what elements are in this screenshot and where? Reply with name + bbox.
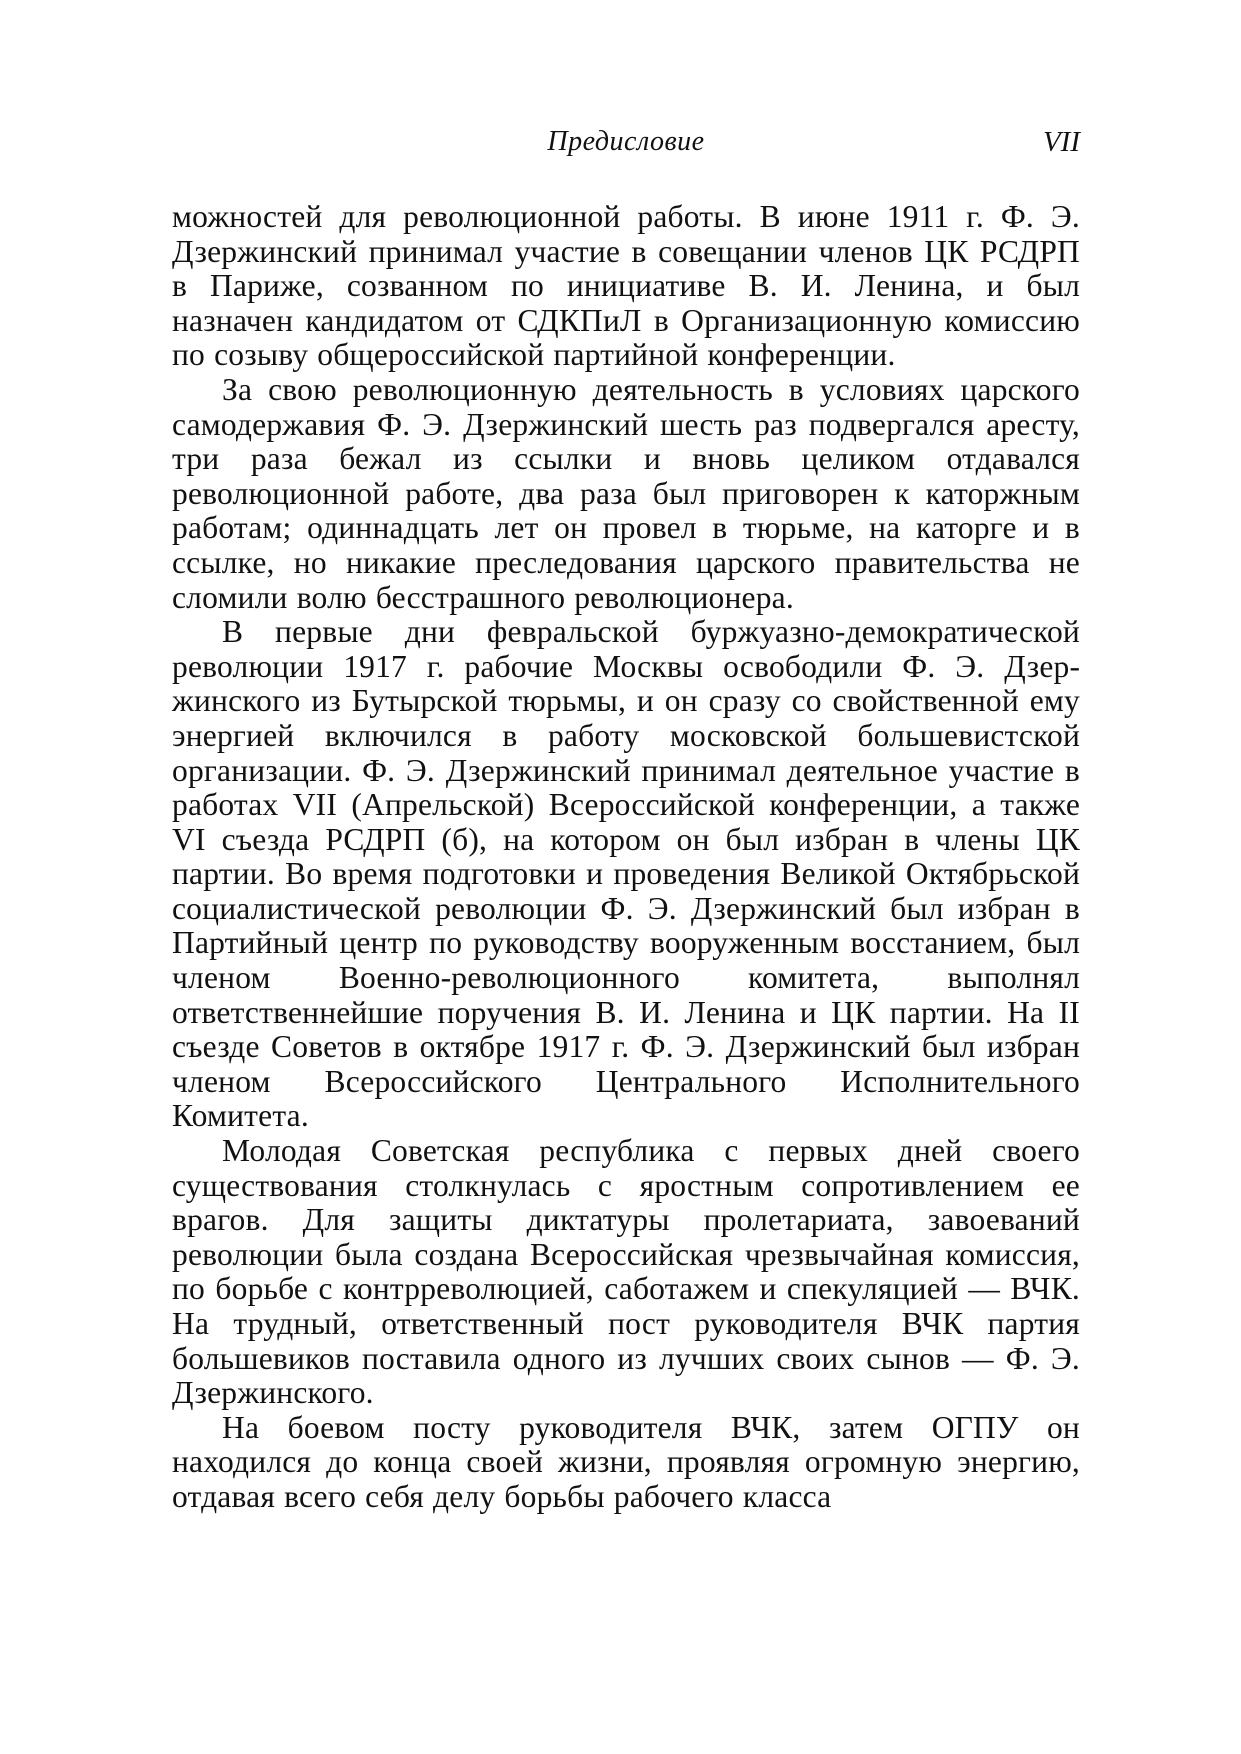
running-title: Предисловие	[547, 126, 705, 157]
body-text	[172, 200, 1080, 1515]
running-header	[172, 126, 1080, 166]
paragraph-february-revolution: В первые дни февральской буржуазно-демократической революции 1917 г. рабочие Москвы освободили Ф. Э. Дзержинского из Бутырской тюрьмы, и он сразу со свойственной ему энергией включился в работу московской большевистской организации. Ф. Э. Дзержинский принимал деятельное участие в работах VII (Апрельской) Всероссийской конференции, а также VI съезда РСДРП (б), на котором он был избран в члены ЦК партии. Во время подготовки и проведения Великой Октябрьской социалистической революции Ф. Э. Дзержинский был избран в Партийный центр по руководству вооруженным восстанием, был членом Военно-революционного комитета, выполнял ответственнейшие поручения В. И. Ленина и ЦК партии. На II съезде Советов в октябре 1917 г. Ф. Э. Дзержинский был избран членом Всероссийского Центрального Исполнительного Комитета.	[172, 614, 1080, 1134]
paragraph-revolutionary-activity: За свою революционную деятельность в условиях царского самодержавия Ф. Э. Дзержинский шесть раз подвергался аресту, три раза бежал из ссылки и вновь целиком отдавался революционной работе, два раза был приговорен к каторжным работам; одиннадцать лет он провел в тюрьме, на каторге и в ссылке, но никакие преследования царского правительства не сломили волю бесстрашного революционера.	[172, 371, 1080, 615]
page-number: VII	[1042, 126, 1080, 158]
paragraph-continuation: можностей для революционной работы. В июне 1911 г. Ф. Э. Дзержинский принимал участие в совещании членов ЦК РСДРП в Париже, созванном по инициативе В. И. Ленина, и был назначен кандидатом от СДКПиЛ в Организационную комиссию по созыву общероссийской партийной конференции.	[172, 199, 1080, 373]
paragraph-vchk-founding: Молодая Советская республика с первых дней своего существования столкнулась с яростным сопротивлением ее врагов. Для защиты диктатуры пролетариата, завоеваний революции была создана Всероссийская чрезвычайная комиссия, по борьбе с контрреволюцией, саботажем и спекуляцией — ВЧК. На трудный, ответственный пост руководителя ВЧК партия большевиков поставила одного из лучших своих сынов — Ф. Э. Дзержинского.	[172, 1133, 1080, 1411]
paragraph-vchk-ogpu-post: На боевом посту руководителя ВЧК, затем ОГПУ он находился до конца своей жизни, проявляя огромную энергию, отдавая всего себя делу борьбы рабочего класса	[172, 1409, 1080, 1514]
